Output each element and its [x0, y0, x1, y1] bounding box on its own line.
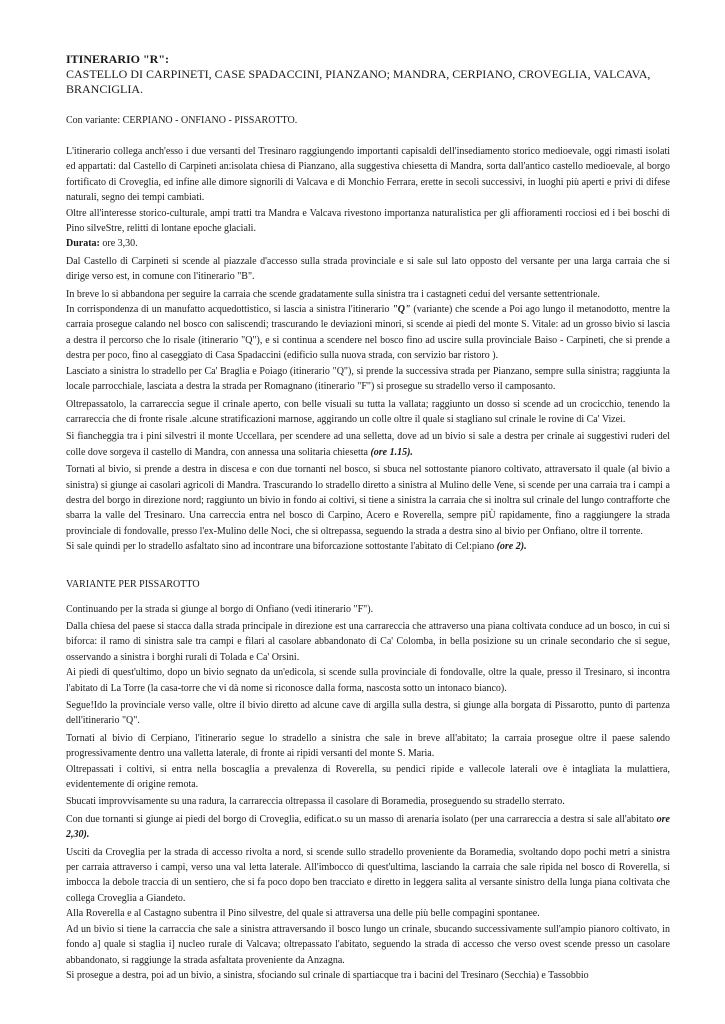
itinerary-heading: ITINERARIO "R":: [66, 52, 170, 66]
variant-heading: VARIANTE PER PISSAROTTO: [66, 578, 200, 590]
variant-paragraph-2: Dalla chiesa del paese si stacca dalla strada principale in direzione est una carrareccia che attraverso una piana coltivata conduce ad un bosco, in cui si biforca: il ramo di sinistra sale tra campi e filari al casolare abbandonato di Ca' Colomba, in bella posizione su un crinale secondario che si segue, osservando a sinistra i borghi rurali di Tolada e Ca' Orsini.: [66, 620, 670, 663]
paragraph-1: Dal Castello di Carpineti si scende al piazzale d'accesso sulla strada provinciale e si sale sul lato opposto del versante per una larga carraia che si dirige verso est, in comune con l'itinerario "B".: [66, 255, 670, 283]
paragraph-7: Tornati al bivio, si prende a destra in discesa e con due tornanti nel bosco, si sbuca nel sottostante pianoro coltivato, attraversato il quale (al bivio a sinistra) si giunge ai casolari agricoli di Mandra. Trascurando lo stradello diretto a sinistra al Mulino delle Vene, si scende per una carraia tra i campi a destra del borgo in direzione nord; raggiunto un bivio in fondo ai coltivi, si tiene a sinistra la carraia che si inoltra sul crinale del lungo contrafforte che sbarra la valle del Tresinaro. Una carreccia entra nel bosco di Carpino, Acero e Roverella, sempre piÙ rapidamente, fino a raggiungere la strada provinciale di fondovalle, presso l'ex-Mulino delle Noci, che si oltrepassa, seguendo la strada a destra sino al bivio per Onfiano, oltre il torrente.: [66, 464, 670, 537]
itinerary-q-ref: "Q": [392, 304, 411, 316]
paragraph-3: [66, 302, 670, 364]
variant-paragraph-3: Ai piedi di quest'ultimo, dopo un bivio segnato da un'edicola, si scende sulla provinciale di fondovalle, oltre la quale, presso il Tresinaro, si incontra l'abitato di La Torre (la casa-torre che vi dà nome si riconosce dalla forma, nascosta sotto un intonaco bianco).: [66, 667, 670, 694]
duration-value: ore 3,30.: [99, 238, 138, 250]
variant-paragraph-6: Oltrepassati i coltivi, si entra nella boscaglia a prevalenza di Roverella, su pendici ripide e vallecole laterali ove è intagliata la mulattiera, evidentemente di origine remota.: [66, 763, 670, 791]
intro-paragraph: L'itinerario collega anch'esso i due versanti del Tresinaro raggiungendo importanti capisaldi dell'insediamento storico medioevale, oggi rimasti isolati ed appartati: dal Castello di Carpineti an:isolata chiesa di Pianzano, alla suggestiva chiesetta di Mandra, sorta dall'antico castello medioevale, al borgo fortificato di Croveglia, ed infine alle dimore signorili di Valcava e di Monchio Ferrara, erette in secoli successivi, in luoghi più aperti e privi di difese naturali, segno dei tempi cambiati.: [66, 146, 670, 204]
itinerary-places: CASTELLO DI CARPINETI, CASE SPADACCINI, PIANZANO; MANDRA, CERPIANO, CROVEGLIA, VALCAVA, BRANCIGLIA.: [66, 67, 651, 96]
duration-line: [66, 236, 670, 251]
variant-paragraph-10: Alla Roverella e al Castagno subentra il Pino silvestre, del quale si attraversa una delle più belle compagini spontanee.: [66, 908, 540, 920]
paragraph-3-end: (variante) che scende a Poi ago lungo il metanodotto, mentre la carraia prosegue calando nel bosco con saliscendi; trascurando le deviazioni minori, si scende ai piedi del monte S. Vitale: ad un grosso bivio si lascia a destra il percorso che lo risale (itinerario "Q"), e si continua a scendere nel bosco fino ad uscire sulla provinciale Baiso - Carpineti, che si prende a destra per poco, fino al caseggiato di Casa Spadaccini (edificio sulla nuova strada, con servizio bar ristoro ).: [66, 304, 670, 362]
time-note-2: (ore 2).: [496, 541, 527, 553]
paragraph-3-start: In corrispondenza di un manufatto acquedottistico, si lascia a sinistra l'itinerario: [66, 304, 393, 316]
variant-paragraph-11: Ad un bivio si tiene la carraccia che sale a sinistra attraversando il bosco lungo un crinale, sbucando successivamente sull'ampio pianoro coltivato, in fondo a] quale si staglia i] nucleo rurale di Valcava; oltrepassato l'abitato, seguendo la strada di accesso che verso ovest scende presso un casolare abbandonato, si raggiunge la strada asfaltata proveniente da Anzagna.: [66, 923, 670, 966]
duration-label: Durata:: [66, 238, 100, 250]
paragraph-5: Oltrepassatolo, la carrareccia segue il crinale aperto, con belle visuali su tutta la vallata; raggiunto un dosso si scende ad un crocicchio, tenendo la carrareccia che di fronte risale .alcune stratificazioni marnose, aggirando un colle oltre il quale si stagliano sul crinale le rovine di Ca' Vizei.: [66, 398, 670, 425]
time-note-1: (ore 1.15).: [370, 446, 413, 458]
time-note-3: ore 2,30).: [66, 813, 670, 841]
document-page: [66, 52, 670, 983]
variant-paragraph-8: [66, 812, 670, 843]
variant-paragraph-12: Si prosegue a destra, poi ad un bivio, a sinistra, sfociando sul crinale di spartiacque tra i bacini del Tresinaro (Secchia) e Tassobbio: [66, 969, 589, 981]
variant-paragraph-9: Usciti da Croveglia per la strada di accesso rivolta a nord, si scende sullo stradello proveniente da Boramedia, svoltando dopo pochi metri a sinistra per carraia attraverso i campi, verso una val letta laterale. All'imbocco di quest'ultima, lasciando la carraia che sale ripida nel bosco di Roverella, si imbocca la debole traccia di un sentiero, che si fa poco dopo ben tracciato e diretto in leggera salita al versante sinistro della lunga piana coltivata che collega Croveglia a Giandeto.: [66, 846, 670, 904]
variant-paragraph-5: Tornati al bivio di Cerpiano, l'itinerario segue lo stradello a sinistra che sale in breve all'abitato; la carraia prosegue oltre il paese salendo progressivamente dentro una valletta laterale, di fronte ai ripidi versanti del monte S. Maria.: [66, 732, 670, 760]
variant-paragraph-7: Sbucati improvvisamente su una radura, la carrareccia oltrepassa il casolare di Boramedia, proseguendo su stradello sterrato.: [66, 796, 565, 808]
variant-paragraph-1: Continuando per la strada si giunge al borgo di Onfiano (vedi itinerario "F").: [66, 603, 374, 615]
variant-line: Con variante: CERPIANO - ONFIANO - PISSAROTTO.: [66, 115, 298, 126]
variant-paragraph-4: Segue!Ido la provinciale verso valle, oltre il bivio diretto ad alcune cave di argilla sulla destra, si giunge alla borgata di Pissarotto, punto di partenza dell'itinerario "Q".: [66, 700, 670, 727]
itinerary-title: [66, 52, 670, 67]
paragraph-6-text: Si fiancheggia tra i pini silvestri il monte Uccellara, per scendere ad una selletta, dove ad un bivio si sale a destra per crinale ai suggestivi ruderi del colle dove sorgeva il castello di Mandra, con annessa una solitaria chiesetta: [66, 431, 670, 458]
variant-paragraph-8-text: Con due tornanti si giunge ai piedi del borgo di Croveglia, edificat.o su un masso di arenaria isolato (per una carrareccia a destra si sale all'abitato: [66, 813, 657, 825]
paragraph-8: [66, 539, 670, 554]
paragraph-2: In breve lo si abbandona per seguire la carraia che scende gradatamente sulla sinistra tra i castagneti cedui del versante settentrionale.: [66, 288, 600, 300]
paragraph-8-text: Si sale quindi per lo stradello asfaltato sino ad incontrare una biforcazione sottostante l'abitato di Cel:piano: [66, 541, 497, 553]
intro-paragraph-2: Oltre all'interesse storico-culturale, ampi tratti tra Mandra e Valcava rivestono importanza naturalistica per gli affioramenti rocciosi ed i bei boschi di Pino silveStre, relitti di lontane epoche glaciali.: [66, 207, 670, 235]
paragraph-4: Lasciato a sinistra lo stradello per Ca' Braglia e Poiago (itinerario "Q"), si prende la successiva strada per Pianzano, sempre sulla sinistra; raggiunta la locale parrocchiale, lasciata a destra la strada per Romagnano (itinerario "F") si prosegue su stradello verso il camposanto.: [66, 365, 670, 393]
paragraph-6: [66, 429, 670, 460]
